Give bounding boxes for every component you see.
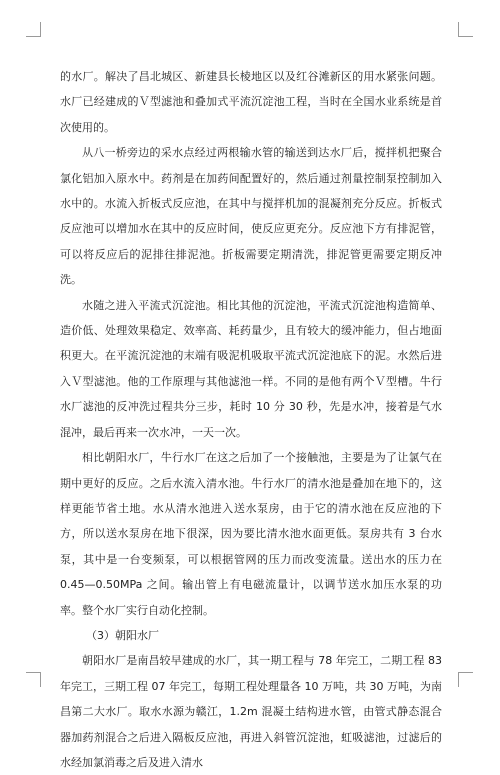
- section-heading-chaoyang: （3）朝阳水厂: [86, 628, 159, 642]
- crop-mark-top-right: [458, 22, 473, 37]
- paragraph-dosing-process: 从八一桥旁边的采水点经过两根输水管的输送到达水厂后，搅拌机把聚合氯化铝加入原水中。药剂是在加药间配置好的，然后通过剂量控制泵控制加入水中的。水流入折板式反应池，在其中与搅拌机加的混凝剂充分反应。折板式反应池可以增加水在其中的反应时间，使反应更充分。反应池下方有排泥管，可以将反应后的泥排往排泥池。折板需要定期清洗，排泥管更需要定期反冲洗。: [60, 146, 442, 287]
- crop-mark-top-left: [26, 22, 41, 37]
- paragraph-chaoyang-plant: 朝阳水厂是南昌较早建成的水厂，其一期工程与 78 年完工，二期工程 83 年完工，三期工程 07 年完工，每期工程处理量各 10 万吨，共 30 万吨，为南昌第二大水厂。取水水源为赣江，1.2m 混凝土结构进水管，由管式静态混合器加药剂混合之后进入隔板反应池，再进入斜管沉淀池，虹吸滤池，过滤后的水经加氯消毒之后及进入清水: [60, 654, 442, 769]
- crop-mark-bottom-left: [26, 672, 41, 687]
- crop-mark-bottom-right: [458, 672, 473, 687]
- paragraph-contact-tank-pumping: 相比朝阳水厂，牛行水厂在这之后加了一个接触池，主要是为了让氯气在期中更好的反应。之后水流入清水池。牛行水厂的清水池是叠加在地下的，这样更能节省土地。水从清水池进入送水泵房，由于它的清水池在反应池的下方，所以送水泵房在地下很深，因为要比清水池水面更低。泵房共有 3 台水泵，其中是一台变频泵，可以根据管网的压力而改变流量。送出水的压力在 0.45—0.50MPa 之间。输出管上有电磁流量计，以调节送水加压水泵的功率。整个水厂实行自动化控制。: [60, 451, 442, 617]
- document-body: [60, 64, 442, 775]
- paragraph-continuation: 的水厂。解决了昌北城区、新建县长棱地区以及红谷滩新区的用水紧张问题。水厂已经建成的Ｖ型滤池和叠加式平流沉淀池工程，当时在全国水业系统是首次使用的。: [60, 70, 442, 134]
- paragraph-sedimentation-filtration: 水随之进入平流式沉淀池。相比其他的沉淀池，平流式沉淀池构造简单、造价低、处理效果稳定、效率高、耗药量少，且有较大的缓冲能力，但占地面积更大。在平流沉淀池的末端有吸泥机吸取平流式沉淀池底下的泥。水然后进入Ｖ型滤池。他的工作原理与其他滤池一样。不同的是他有两个Ｖ型槽。牛行水厂滤池的反冲洗过程共分三步，耗时 10 分 30 秒，先是水冲，接着是气水混冲，最后再来一次水冲，一天一次。: [60, 298, 442, 439]
